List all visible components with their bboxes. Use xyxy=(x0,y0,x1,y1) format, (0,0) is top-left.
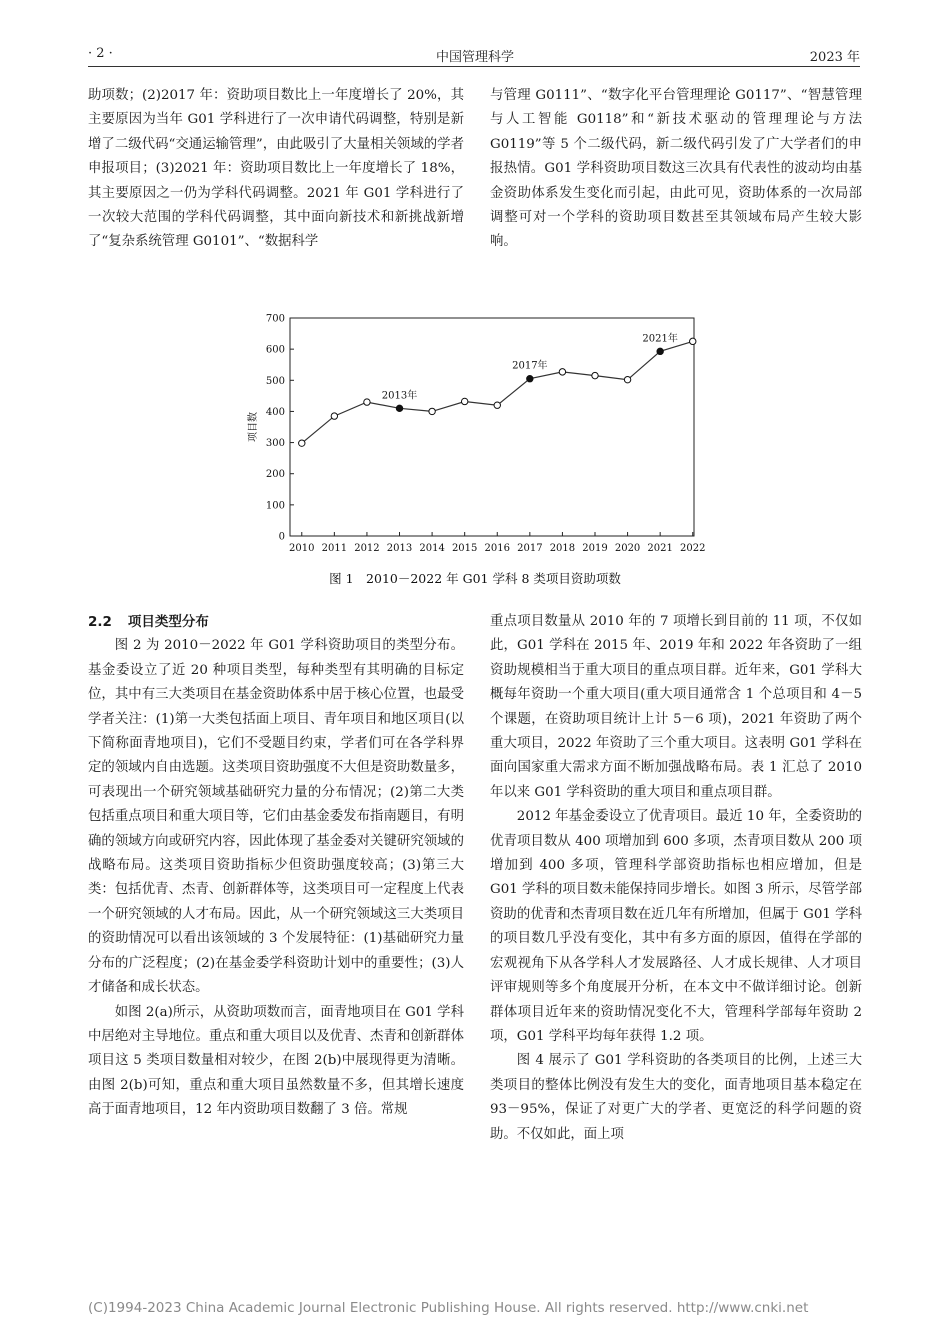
data-point xyxy=(364,399,370,405)
x-tick-label: 2014 xyxy=(419,543,445,554)
annotation-label: 2017年 xyxy=(512,360,548,372)
y-tick-label: 100 xyxy=(265,500,285,512)
y-tick-label: 300 xyxy=(265,438,285,450)
bottom-right-column xyxy=(490,610,862,1147)
copyright-footer: (C)1994-2023 China Academic Journal Electronic Publishing House. All rights reserved. http://www.cnki.net xyxy=(88,1300,809,1316)
section-heading xyxy=(88,610,464,634)
data-point xyxy=(527,376,533,382)
top-right-column xyxy=(490,84,862,255)
bottom-left-column xyxy=(88,610,464,1123)
top-right-paragraph: 与管理 G0111”、“数字化平台管理理论 G0117”、“智慧管理与人工智能 G0118”和“新技术驱动的管理理论与方法 G0119”等 5 个二级代码，新二级代码引发了广大学者们的申报热情。G01 学科资助项目数这三次具有代表性的波动均由基金资助体系发生变化而引起，由此可见，资助体系的一次局部调整可对一个学科的资助项目数甚至其领域布局产生较大影响。 xyxy=(490,88,862,250)
x-tick-label: 2017 xyxy=(517,543,543,554)
data-point xyxy=(592,372,598,378)
x-tick-label: 2016 xyxy=(484,543,510,554)
figure-1-line-chart xyxy=(240,304,710,564)
body-left-paragraph-2: 如图 2(a)所示，从资助项数而言，面青地项目在 G01 学科中居绝对主导地位。重点和重大项目以及优青、杰青和创新群体项目这 5 类项目数量相对较少，在图 2(b)中展现得更为清晰。由图 2(b)可知，重点和重大项目虽然数量不多，但其增长速度高于面青地项目，12 年内资助项目数翻了 3 倍。常规 xyxy=(88,1004,464,1118)
top-left-column xyxy=(88,84,464,255)
section-number: 2.2 xyxy=(88,614,112,630)
header-year: 2023 年 xyxy=(809,50,860,65)
plot-frame xyxy=(290,318,694,536)
y-tick-label: 700 xyxy=(265,313,285,325)
section-title: 项目类型分布 xyxy=(127,614,209,630)
body-left-paragraph-1: 图 2 为 2010－2022 年 G01 学科资助项目的类型分布。基金委设立了近 20 种项目类型，每种类型有其明确的目标定位，其中有三大类项目在基金资助体系中居于核心位置，也最受学者关注：(1)第一大类包括面上项目、青年项目和地区项目(以下简称面青地项目)，它们不受题目约束，学者们可在各学科界定的领域内自由选题。这类项目资助强度不大但是资助数量多，可表现出一个研究领域基础研究力量的分布情况；(2)第二大类包括重点项目和重大项目等，它们由基金委发布指南题目，有明确的领域方向或研究内容，因此体现了基金委对关键研究领域的战略布局。这类项目资助指标少但资助强度较高；(3)第三大类：包括优青、杰青、创新群体等，这类项目可一定程度上代表一个研究领域的人才布局。因此，从一个研究领域这三大类项目的资助情况可以看出该领域的 3 个发展特征：(1)基础研究力量分布的广泛程度；(2)在基金委学科资助计划中的重要性；(3)人才储备和成长状态。 xyxy=(88,638,464,996)
y-tick-label: 200 xyxy=(265,469,285,481)
data-point xyxy=(396,405,402,411)
data-point xyxy=(559,369,565,375)
series-line xyxy=(302,341,693,443)
x-axis-ticks xyxy=(289,532,705,554)
y-tick-label: 500 xyxy=(265,375,285,387)
y-tick-label: 0 xyxy=(278,531,285,543)
data-point xyxy=(690,338,696,344)
data-points xyxy=(299,338,696,446)
x-tick-label: 2019 xyxy=(582,543,608,554)
data-point xyxy=(624,376,630,382)
x-tick-label: 2013 xyxy=(386,543,413,554)
figure-1-caption: 图 1 2010－2022 年 G01 学科 8 类项目资助项数 xyxy=(329,571,621,586)
data-point xyxy=(494,402,500,408)
annotation-label: 2013年 xyxy=(381,390,418,402)
x-tick-label: 2021 xyxy=(647,543,673,554)
x-tick-label: 2020 xyxy=(614,543,641,554)
data-point xyxy=(429,408,435,414)
data-point xyxy=(299,440,305,446)
top-left-paragraph: 助项数；(2)2017 年：资助项目数比上一年度增长了 20%，其主要原因为当年 G01 学科进行了一次申请代码调整，特别是新增了二级代码“交通运输管理”，由此吸引了大量相关领域的学者申报项目；(3)2021 年：资助项目数比上一年度增长了 18%，其主要原因之一仍为学科代码调整。2021 年 G01 学科进行了一次较大范围的学科代码调整，其中面向新技术和新挑战新增了“复杂系统管理 G0101”、“数据科学 xyxy=(88,88,464,250)
y-tick-label: 400 xyxy=(265,406,285,418)
body-right-paragraph-2: 2012 年基金委设立了优青项目。最近 10 年，全委资助的优青项目数从 400 项增加到 600 多项，杰青项目数从 200 项增加到 400 多项，管理科学部资助指标也相应增加，但是 G01 学科的项目数未能保持同步增长。如图 3 所示，尽管学部资助的优青和杰青项目数在近几年有所增加，但属于 G01 学科的项目数几乎没有变化，其中有多方面的原因，值得在学部的宏观视角下从各学科人才发展路径、人才成长规律、人才项目评审规则等多个角度展开分析，在本文中不做详细讨论。创新群体项目近年来的资助情况变化不大，管理科学部每年资助 2 项，G01 学科平均每年获得 1.2 项。 xyxy=(490,809,862,1044)
page-number: · 2 · xyxy=(88,46,113,61)
x-tick-label: 2010 xyxy=(289,543,315,554)
journal-title: 中国管理科学 xyxy=(435,50,514,65)
data-point xyxy=(657,348,663,354)
y-tick-label: 600 xyxy=(265,344,285,356)
data-point xyxy=(331,413,337,419)
x-tick-label: 2015 xyxy=(451,543,478,554)
x-tick-label: 2022 xyxy=(680,543,706,554)
x-tick-label: 2011 xyxy=(321,543,348,554)
header-rule xyxy=(88,66,860,67)
annotations xyxy=(382,331,678,401)
x-tick-label: 2012 xyxy=(354,543,380,554)
body-right-paragraph-3: 图 4 展示了 G01 学科资助的各类项目的比例，上述三大类项目的整体比例没有发生大的变化，面青地项目基本稳定在 93－95%，保证了对更广大的学者、更宽泛的科学问题的资助。不仅如此，面上项 xyxy=(490,1053,862,1142)
body-right-paragraph-1: 重点项目数量从 2010 年的 7 项增长到目前的 11 项，不仅如此，G01 学科在 2015 年、2019 年和 2022 年各资助了一组资助规模相当于重大项目的重点项目群。近年来，G01 学科大概每年资助一个重大项目(重大项目通常含 1 个总项目和 4－5 个课题，在资助项目统计上计 5－6 项)，2021 年资助了两个重大项目，2022 年资助了三个重大项目。这表明 G01 学科在面向国家重大需求方面不断加强战略布局。表 1 汇总了 2010 年以来 G01 学科资助的重大项目和重点项目群。 xyxy=(490,614,862,800)
y-axis-label: 项目数 xyxy=(248,412,259,442)
annotation-label: 2021年 xyxy=(642,333,678,345)
x-tick-label: 2018 xyxy=(549,543,576,554)
data-point xyxy=(461,398,467,404)
